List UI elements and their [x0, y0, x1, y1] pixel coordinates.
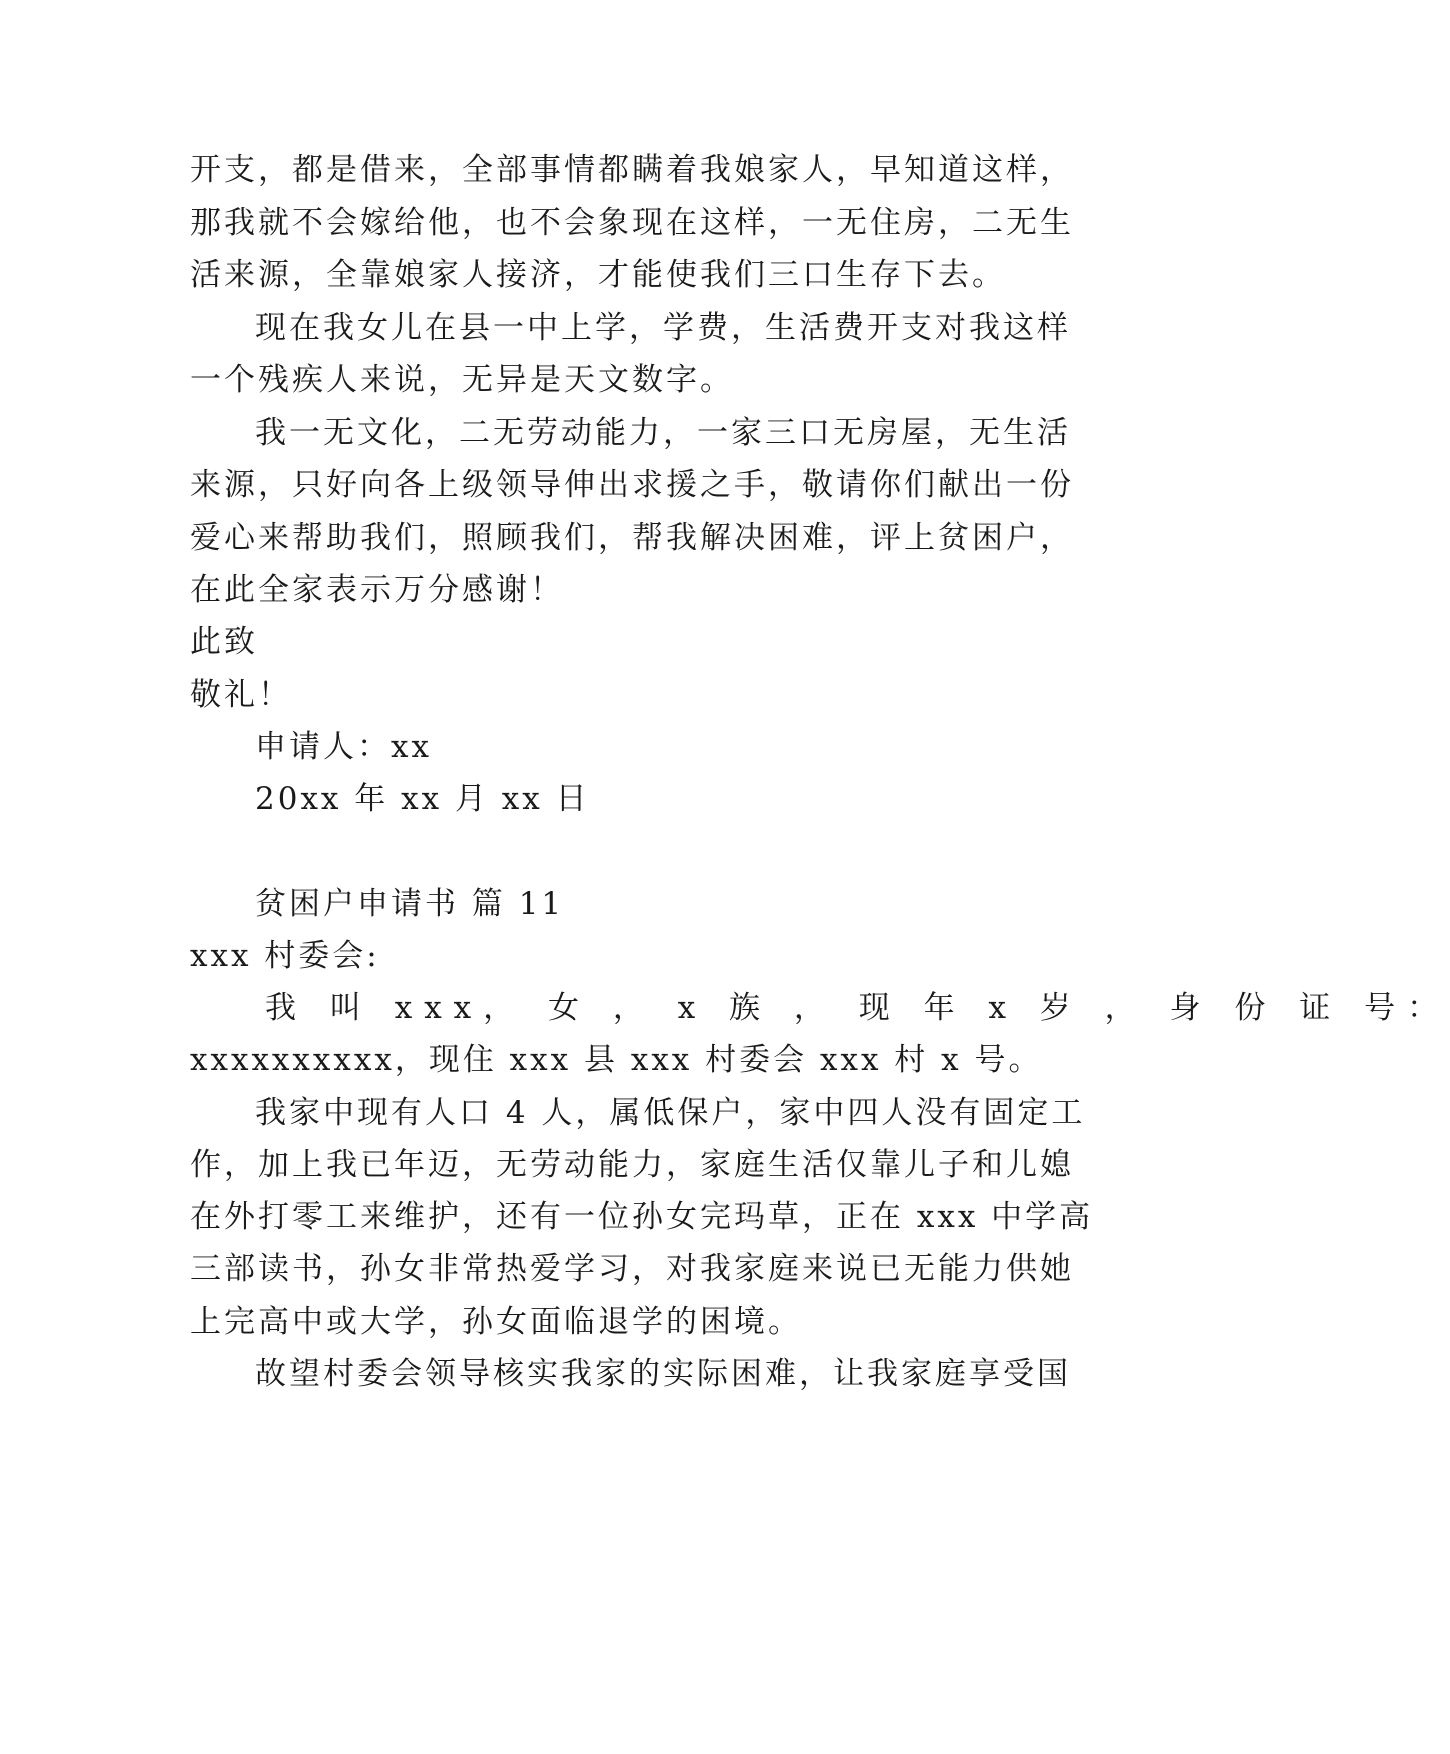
body-line: 爱心来帮助我们，照顾我们，帮我解决困难，评上贫困户， [190, 520, 1074, 556]
body-line: 故望村委会领导核实我家的实际困难，让我家庭享受国 [255, 1356, 1071, 1392]
body-line: 三部读书，孙女非常热爱学习，对我家庭来说已无能力供她 [190, 1251, 1074, 1287]
recipient-line: xxx 村委会: [190, 938, 380, 974]
body-line: 作，加上我已年迈，无劳动能力，家庭生活仅靠儿子和儿媳 [190, 1147, 1074, 1183]
body-line: 我家中现有人口 4 人，属低保户，家中四人没有固定工 [255, 1095, 1086, 1131]
body-line: 我一无文化，二无劳动能力，一家三口无房屋，无生活 [255, 415, 1071, 451]
body-line: 在此全家表示万分感谢！ [190, 572, 564, 608]
body-line: 上完高中或大学，孙女面临退学的困境。 [190, 1304, 802, 1340]
body-line: 开支，都是借来，全部事情都瞒着我娘家人，早知道这样， [190, 152, 1074, 188]
body-line: 那我就不会嫁给他，也不会象现在这样，一无住房，二无生 [190, 205, 1074, 241]
signature-date: 20xx 年 xx 月 xx 日 [255, 781, 590, 817]
body-line: 我 叫 xxx， 女 ， x 族 ， 现 年 x 岁 ， 身 份 证 号： [265, 990, 1450, 1026]
body-line: 一个残疾人来说，无异是天文数字。 [190, 362, 734, 398]
body-line: 活来源，全靠娘家人接济，才能使我们三口生存下去。 [190, 257, 1006, 293]
closing-regards: 敬礼！ [190, 677, 292, 713]
body-line: xxxxxxxxxx，现住 xxx 县 xxx 村委会 xxx 村 x 号。 [190, 1042, 1043, 1078]
body-line: 在外打零工来维护，还有一位孙女完玛草，正在 xxx 中学高 [190, 1199, 1094, 1235]
applicant-signature: 申请人：xx [255, 729, 432, 765]
body-line: 来源，只好向各上级领导伸出求援之手，敬请你们献出一份 [190, 467, 1074, 503]
section-heading: 贫困户申请书 篇 11 [255, 886, 565, 922]
body-line: 现在我女儿在县一中上学，学费，生活费开支对我这样 [255, 310, 1071, 346]
closing-salutation: 此致 [190, 624, 258, 660]
